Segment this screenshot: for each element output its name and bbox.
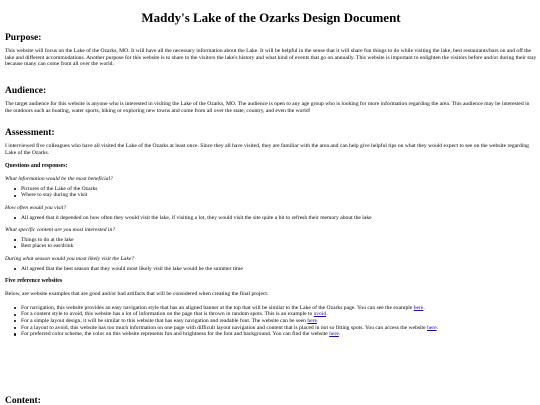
reference-link[interactable]: here <box>329 331 339 338</box>
list-item: Pictures of the Lake of the Ozarks <box>21 186 537 193</box>
content-section <box>5 396 537 405</box>
reference-end: . <box>326 311 328 318</box>
reference-intro: Below, are website examples that are good and/or bad artifacts that will be considered when creating the final project. <box>5 291 269 298</box>
question: During what season would you most likely visit the Lake? <box>5 255 135 262</box>
reference-link[interactable]: avoid <box>313 311 327 318</box>
page-title: Maddy's Lake of the Ozarks Design Document <box>141 10 401 25</box>
answer-list <box>5 237 537 250</box>
answer-list <box>5 186 537 199</box>
list-item: All agreed that the best season that they would most likely visit the lake would be the summer time <box>21 266 537 273</box>
purpose-section <box>5 33 537 75</box>
reference-text: For preferred color scheme, the color on this website represents fun and brightness for the font and background. You can find the website <box>21 331 330 338</box>
reference-text: For navigation, this website provides an easy navigation style that has an aligned banner at the top that will be similar to the Lake of the Ozarks page. You can see the example <box>21 304 414 311</box>
question-block-1 <box>5 176 537 199</box>
question-block-3 <box>5 227 537 250</box>
assessment-text: I interviewed five colleagues who have all visited the Lake of the Ozarks at least once. Since they all have visited, they are familiar with the area and can help give helpful tips on what they would expect to see on the website regarding Lake of the Ozarks. <box>5 143 529 156</box>
list-item: Things to do at the lake <box>21 237 537 244</box>
assessment-heading: Assessment: <box>5 128 55 138</box>
question-block-4 <box>5 256 537 272</box>
list-item: Where to stay during the visit <box>21 192 537 199</box>
list-item: All agreed that it depended on how often they would visit the lake, if visiting a lot, they would visit the site quite a bit to refresh their memory about the lake <box>21 215 537 222</box>
audience-section <box>5 86 537 121</box>
answer-list <box>5 215 537 222</box>
assessment-section <box>5 128 537 344</box>
reference-text: For a content style to avoid, this website has a lot of information on the page that is thrown in random spots. This is an example to <box>21 311 314 318</box>
reference-heading: Five reference websites <box>5 278 63 285</box>
purpose-text: This website will focus on the Lake of the Ozarks, MO. It will have all the necessary information about the Lake. It will be helpful in the sense that it will share fun things to do while visiting the lake, best restaurants/bars on and off the lake and different accommodations. Another purpose for this website is to share to the visitors the lake's history and what kind of events that go on annually. This website is important to enlighten the visitors before and/or during their stay because many can come from all over the world. <box>5 48 537 68</box>
reference-text: For a layout to avoid, this website has too much information on one page with difficult layout navigation and content that is placed in not so fitting spots. You can access the website <box>21 324 427 331</box>
question: How often would you visit? <box>5 204 67 211</box>
list-item: Best places to eat/drink <box>21 243 537 250</box>
reference-list <box>5 305 537 338</box>
reference-item <box>21 331 537 338</box>
audience-heading: Audience: <box>5 86 47 96</box>
question-block-2 <box>5 205 537 221</box>
reference-end: . <box>423 304 425 311</box>
reference-end: . <box>436 324 439 331</box>
reference-end: . <box>317 317 319 324</box>
reference-text: For a simple layout design, it will be similar to this website that has easy navigation and readable font. The website can be seen <box>21 317 308 324</box>
reference-link[interactable]: here <box>307 317 317 324</box>
qa-heading: Questions and responses: <box>5 163 68 170</box>
document-page <box>5 0 537 405</box>
question: What specific content are you most interested in? <box>5 227 116 234</box>
audience-text: The target audience for this website is anyone who is interested in visiting the Lake of the Ozarks, MO. The audience is open to any age group who is looking for more information regarding the area. This audience may be interested in the outdoors such as boating, water sports, hiking or exploring new towns and come from all over the state, country, and even the world! <box>5 101 530 114</box>
reference-item <box>21 311 537 318</box>
reference-link[interactable]: here <box>413 304 424 311</box>
reference-end: . <box>338 331 341 338</box>
question: What information would be the most beneficial? <box>5 176 113 183</box>
reference-link[interactable]: here <box>427 324 437 331</box>
purpose-heading: Purpose: <box>5 33 42 43</box>
answer-list <box>5 266 537 273</box>
reference-item <box>21 318 537 325</box>
content-heading: Content: <box>5 396 41 405</box>
